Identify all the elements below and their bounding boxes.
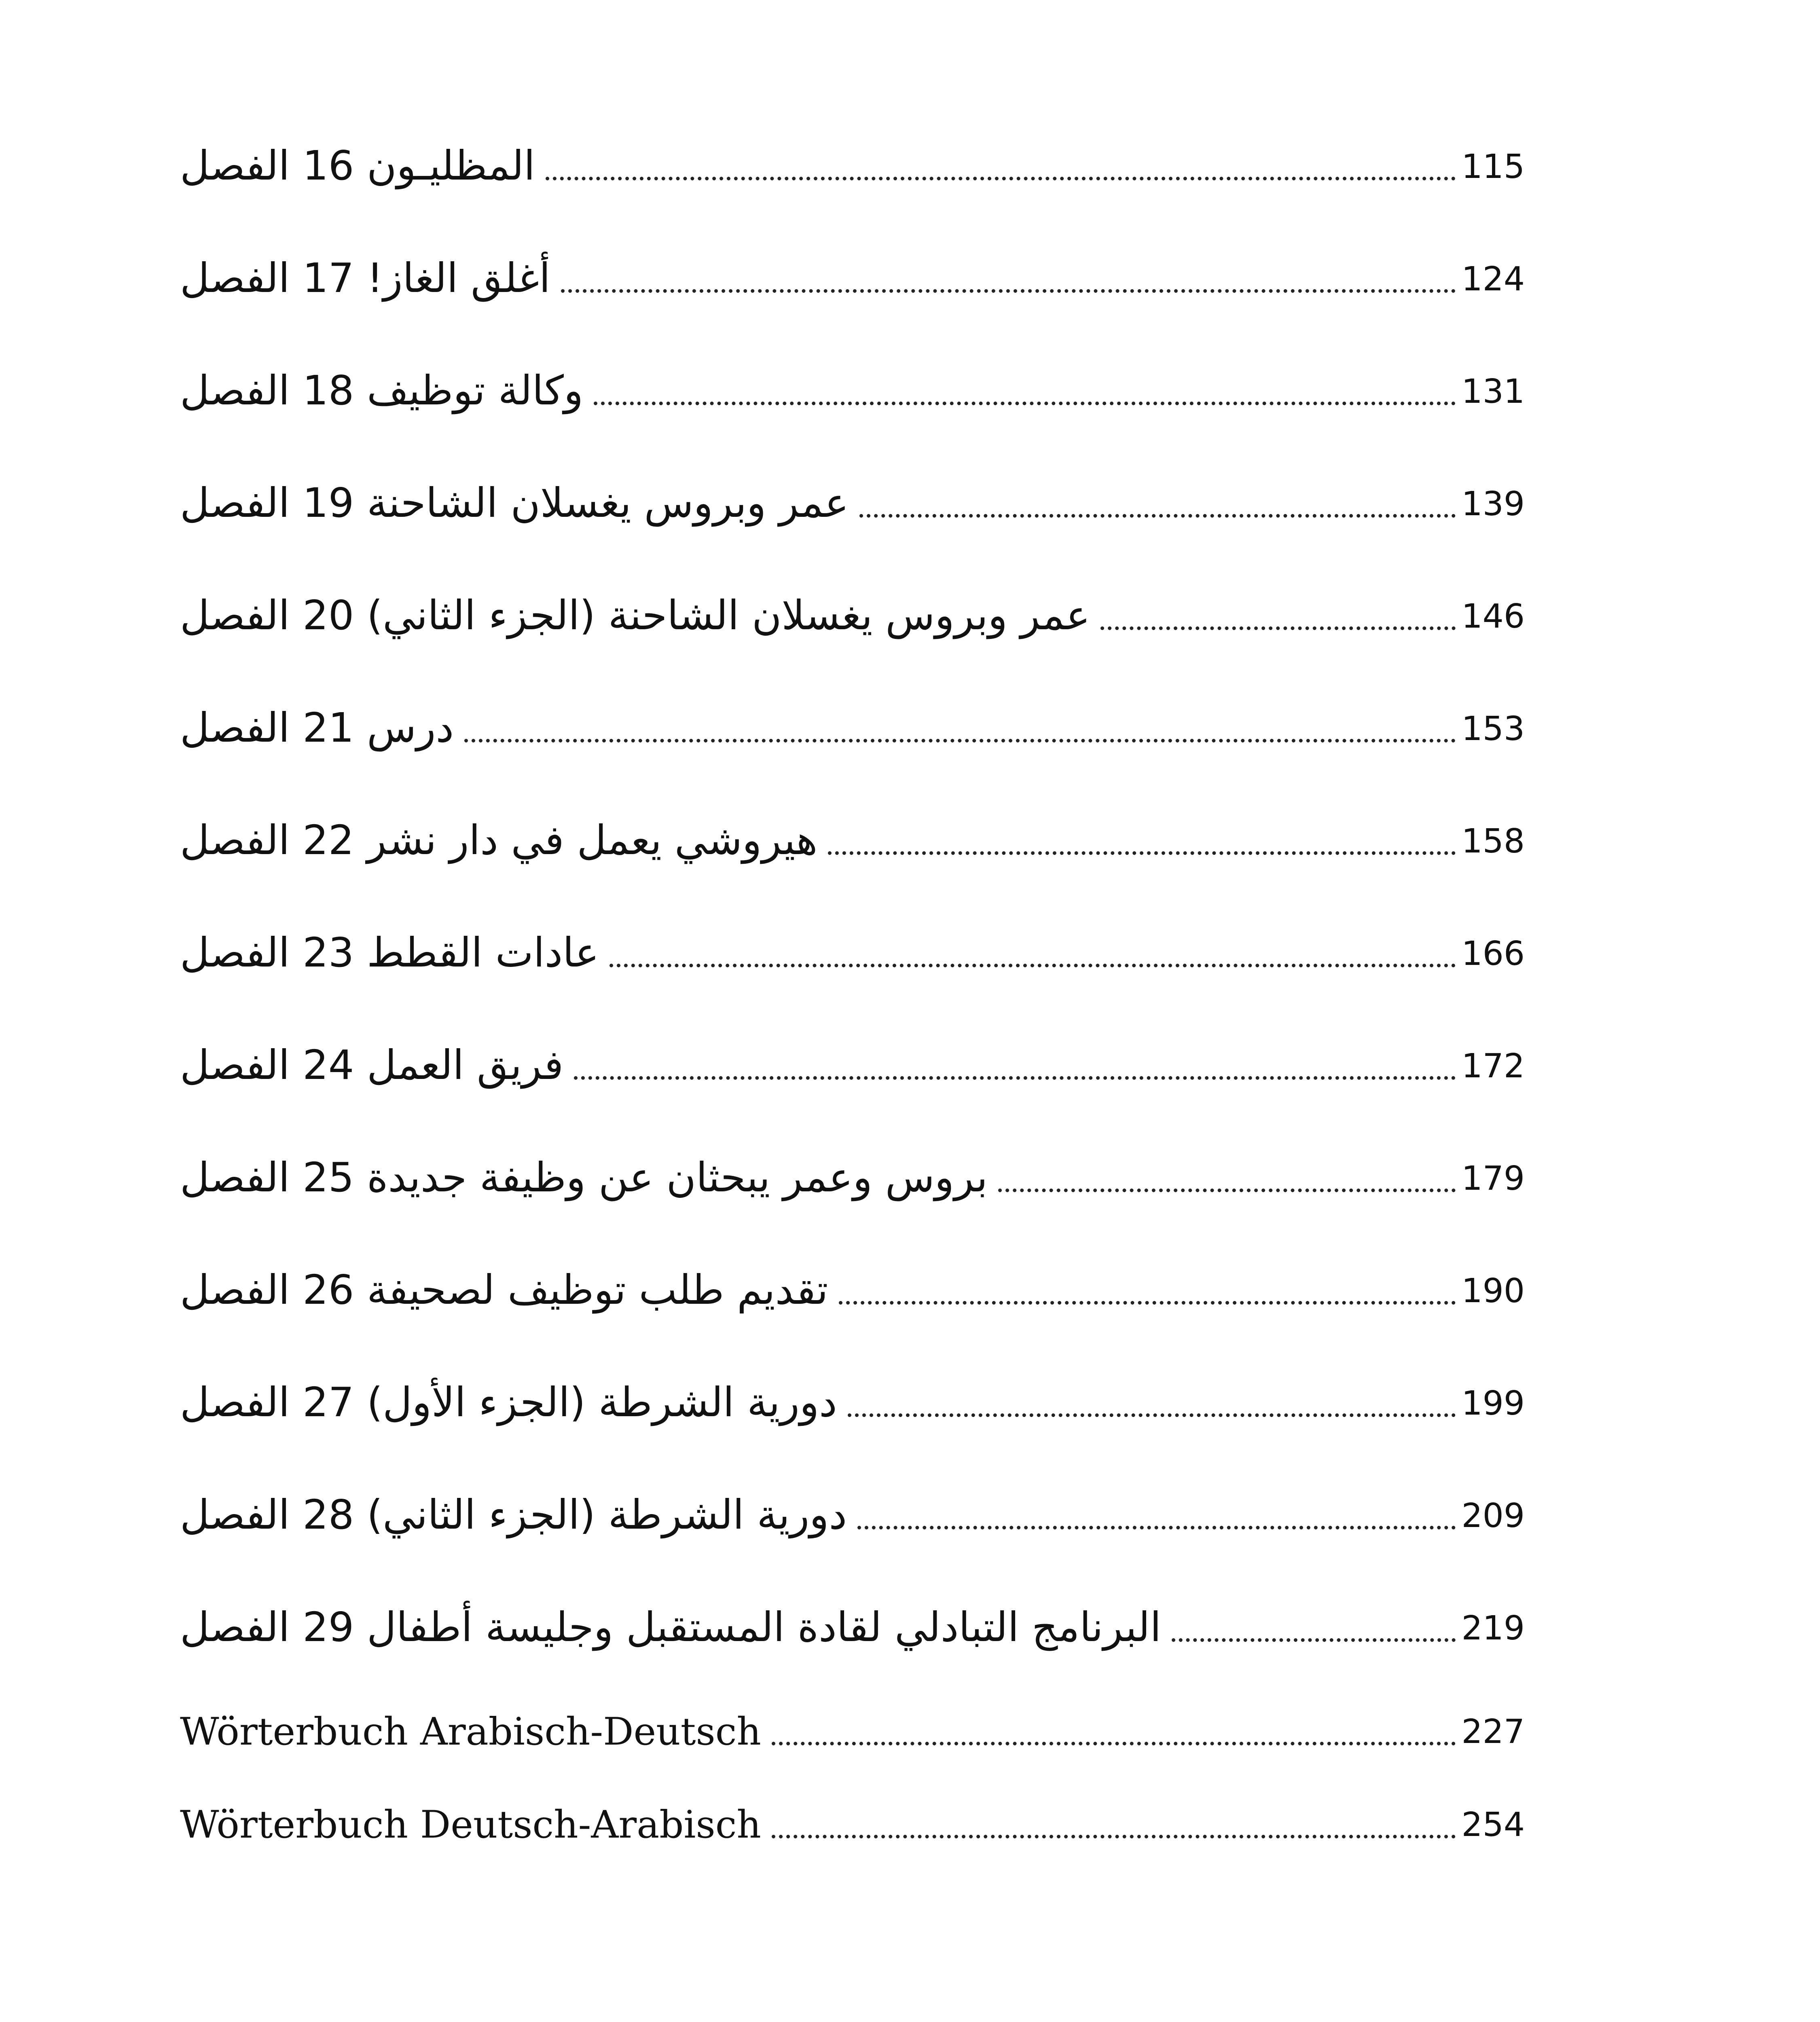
toc-entry-page: 227: [1461, 1713, 1525, 1751]
toc-entry[interactable]: [180, 234, 1525, 302]
toc-entry[interactable]: [180, 121, 1525, 189]
toc-entry-page: 158: [1461, 822, 1525, 861]
toc-entry-title: هيروشي يعمل في دار نشر 22 الفصل: [180, 816, 818, 864]
toc-entry-title: البرنامج التبادلي لقادة المستقبل وجليسة أطفال 29 الفصل: [180, 1603, 1162, 1651]
toc-dot-leader: [561, 289, 1456, 293]
toc-entry[interactable]: [180, 1246, 1525, 1313]
toc-entry-title: المظليـون 16 الفصل: [180, 142, 535, 189]
toc-entry[interactable]: [180, 683, 1525, 751]
toc-entry[interactable]: [180, 571, 1525, 639]
toc-entry-page: 166: [1461, 935, 1525, 973]
table-of-contents: [180, 0, 1525, 2022]
toc-entry[interactable]: [180, 1686, 1525, 1754]
toc-dot-leader: [594, 402, 1456, 405]
toc-entry[interactable]: [180, 1358, 1525, 1426]
toc-dot-leader: [848, 1413, 1456, 1417]
toc-entry-page: 131: [1461, 372, 1525, 411]
toc-entry-page: 179: [1461, 1159, 1525, 1198]
toc-dot-leader: [609, 964, 1456, 967]
toc-entry[interactable]: [180, 1779, 1525, 1847]
toc-entry-page: 199: [1461, 1384, 1525, 1423]
toc-entry[interactable]: [180, 908, 1525, 976]
toc-entry-title: أغلق الغاز! 17 الفصل: [180, 254, 550, 302]
toc-entry[interactable]: [180, 346, 1525, 414]
toc-entry-title: فريق العمل 24 الفصل: [180, 1041, 564, 1089]
toc-entry-page: 219: [1461, 1609, 1525, 1648]
toc-entry[interactable]: [180, 1583, 1525, 1651]
toc-entry-page: 172: [1461, 1047, 1525, 1085]
toc-dot-leader: [859, 514, 1456, 518]
toc-entry[interactable]: [180, 1021, 1525, 1089]
toc-entry-page: 209: [1461, 1497, 1525, 1535]
toc-entry-title: دورية الشرطة (الجزء الأول) 27 الفصل: [180, 1379, 837, 1426]
toc-entry[interactable]: [180, 459, 1525, 527]
toc-entry-title: دورية الشرطة (الجزء الثاني) 28 الفصل: [180, 1491, 847, 1538]
toc-entry-page: 146: [1461, 597, 1525, 636]
toc-entry-title: تقديم طلب توظيف لصحيفة 26 الفصل: [180, 1266, 828, 1313]
toc-dot-leader: [998, 1189, 1456, 1192]
toc-dot-leader: [464, 739, 1456, 742]
toc-entry-page: 153: [1461, 710, 1525, 748]
toc-entry-title: Wörterbuch Deutsch-Arabisch: [180, 1803, 761, 1847]
toc-entry-page: 254: [1461, 1806, 1525, 1844]
toc-dot-leader: [772, 1835, 1456, 1838]
toc-entry-title: درس 21 الفصل: [180, 704, 454, 751]
toc-entry[interactable]: [180, 1133, 1525, 1201]
toc-entry-page: 115: [1461, 148, 1525, 186]
toc-dot-leader: [772, 1742, 1456, 1745]
toc-entry-title: وكالة توظيف 18 الفصل: [180, 367, 584, 414]
toc-dot-leader: [574, 1076, 1456, 1080]
toc-entry-title: Wörterbuch Arabisch-Deutsch: [180, 1710, 761, 1754]
toc-dot-leader: [839, 1301, 1456, 1305]
toc-dot-leader: [546, 177, 1456, 180]
toc-entry-title: بروس وعمر يبحثان عن وظيفة جديدة 25 الفصل: [180, 1154, 988, 1201]
toc-dot-leader: [828, 851, 1456, 855]
toc-dot-leader: [1100, 626, 1456, 630]
toc-entry[interactable]: [180, 1470, 1525, 1538]
toc-entry-title: عادات القطط 23 الفصل: [180, 929, 599, 976]
toc-entry-page: 190: [1461, 1272, 1525, 1310]
toc-entry-title: عمر وبروس يغسلان الشاحنة 19 الفصل: [180, 479, 849, 527]
toc-entry-page: 139: [1461, 485, 1525, 523]
toc-dot-leader: [1172, 1638, 1456, 1642]
toc-entry[interactable]: [180, 796, 1525, 864]
toc-dot-leader: [857, 1526, 1456, 1529]
toc-entry-page: 124: [1461, 260, 1525, 298]
toc-entry-title: عمر وبروس يغسلان الشاحنة (الجزء الثاني) 20 الفصل: [180, 592, 1090, 639]
